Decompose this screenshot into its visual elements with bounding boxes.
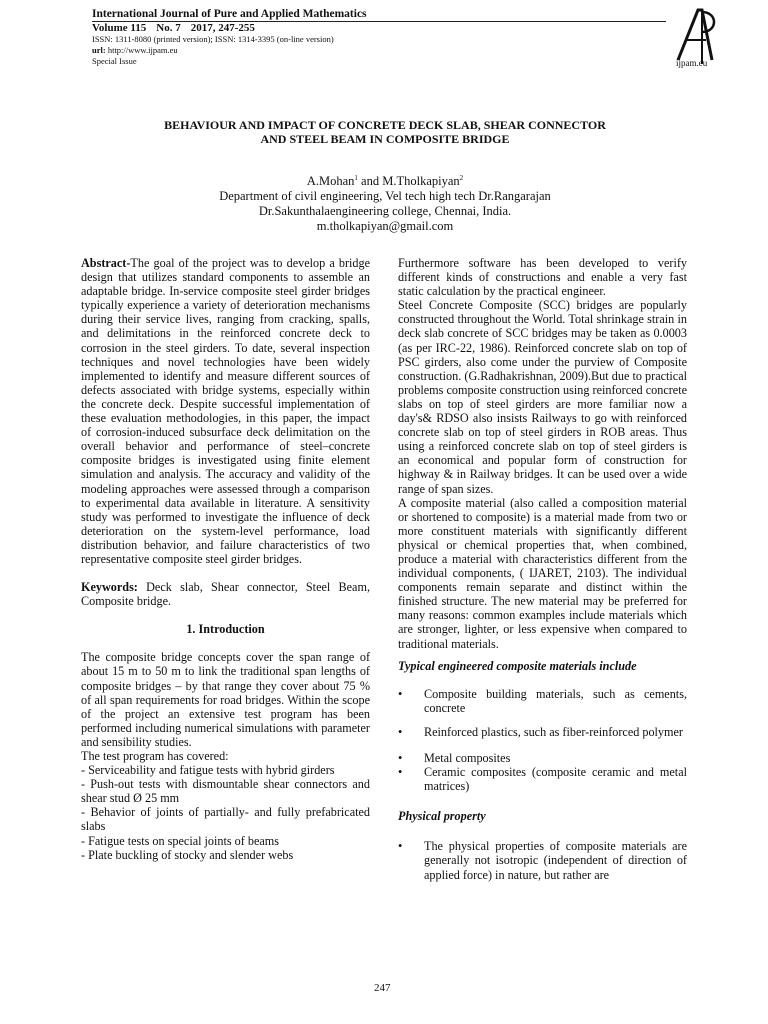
author-1-affil: 1 (354, 174, 358, 182)
paper-title (120, 118, 650, 146)
paragraph-software: Furthermore software has been developed to verify different kinds of constructions and enable a very fast static calculation by the practical engineer. (398, 256, 687, 299)
list-item (398, 725, 687, 739)
logo-caption: ijpam.eu (676, 58, 708, 68)
volume: Volume 115 (92, 22, 147, 34)
bullet-icon: • (398, 751, 403, 765)
list-item-text: Reinforced plastics, such as fiber-reinforced polymer (424, 724, 683, 739)
author-and: and (357, 174, 383, 189)
author-2-affil: 2 (459, 174, 464, 182)
right-column (398, 256, 687, 882)
list-item (398, 765, 687, 793)
list-item-text: Metal composites (424, 751, 511, 765)
author-2: M.Tholkapiyan (382, 174, 460, 189)
department: Department of civil engineering, Vel tech high tech Dr.Rangarajan (219, 189, 551, 204)
test-program-label: The test program has covered: (81, 749, 229, 763)
paragraph-composite: A composite material (also called a composition material or shortened to composite) is a material made from two or more constituent materials with significantly different physical or chemical properties that, when combined, produce a material with characteristics different from the individual components, ( IJARET, 2103). The individual components remain separate and distinct within the finished structure. The new material may be preferred for many reasons: common examples include materials which are stronger, lighter, or less expensive when compared to traditional materials. (398, 495, 687, 651)
list-item-text: Ceramic composites (composite ceramic and metal matrices) (424, 765, 687, 794)
list-item (398, 687, 687, 715)
bullet-icon: • (398, 839, 403, 854)
bullet-icon: • (398, 686, 403, 701)
author-1: A.Mohan (306, 174, 355, 189)
page-number: 247 (374, 982, 391, 994)
list-item (398, 751, 687, 765)
volume-line (92, 22, 672, 34)
test-item: - Behavior of joints of partially- and fully prefabricated slabs (81, 805, 370, 834)
journal-url[interactable]: http://www.ijpam.eu (107, 45, 178, 55)
list-item-text: Composite building materials, such as cements, concrete (424, 686, 687, 715)
intro-heading: 1. Introduction (186, 622, 265, 637)
url-line (92, 45, 672, 56)
test-item: - Fatigue tests on special joints of beams (81, 833, 280, 848)
keywords-text: Deck slab, Shear connector, Steel Beam, Composite bridge. (81, 580, 370, 609)
title-line-2: AND STEEL BEAM IN COMPOSITE BRIDGE (260, 132, 510, 146)
email[interactable]: m.tholkapiyan@gmail.com (316, 219, 454, 234)
physical-heading: Physical property (398, 809, 486, 824)
abstract (81, 256, 370, 566)
author-names (120, 171, 650, 189)
journal-header (92, 8, 672, 67)
test-item: - Plate buckling of stocky and slender webs (81, 847, 294, 862)
author-block (120, 171, 650, 234)
test-item: - Push-out tests with dismountable shear connectors and shear stud Ø 25 mm (81, 777, 370, 806)
college: Dr.Sakunthalaengineering college, Chennai, India. (258, 204, 512, 219)
title-line-1: BEHAVIOUR AND IMPACT OF CONCRETE DECK SLAB, SHEAR CONNECTOR (164, 118, 606, 132)
abstract-label: Abstract- (81, 256, 131, 270)
url-label: url: (92, 45, 106, 55)
list-item (398, 839, 687, 881)
special-issue: Special Issue (92, 56, 137, 66)
test-item: - Serviceability and fatigue tests with hybrid girders (81, 763, 335, 778)
keywords (81, 580, 370, 608)
keywords-label: Keywords: (81, 580, 138, 595)
paragraph-scc: Steel Concrete Composite (SCC) bridges are popularly constructed throughout the World. Total shrinkage strain in deck slab concrete of SCC bridges may be taken as 0.0003 (as per IRC-22, 1986). Reinforced concrete slab on top of PSC girders, also come under the purview of Composite construction. (G.Radhakrishnan, 2009).But due to practical problems composite construction using reinforced concrete slabs on top of steel girders are more familiar now a day's& RDSO also insists Railways to go with reinforced concrete slab on top of steel girders in ROB areas. Thus using a reinforced concrete slab on top of steel girders is an economical and popular form of construction for highway & in Railway bridges. It can be used over a wide range of span sizes. (398, 298, 687, 496)
journal-name: International Journal of Pure and Applied Mathematics (92, 8, 666, 22)
typical-heading: Typical engineered composite materials include (398, 658, 637, 673)
left-column (81, 256, 370, 862)
bullet-icon: • (398, 724, 403, 739)
intro-paragraph: The composite bridge concepts cover the span range of about 15 m to 50 m to link the traditional span lengths of composite bridges – by that range they cover about 75 % of all span requirements for road bridges. Within the scope of the project an extensive test program has been performed including numerical simulations with parameter and sensibility studies. (81, 650, 370, 749)
issue-number: No. 7 (156, 22, 181, 34)
bullet-icon: • (398, 765, 403, 780)
list-item-text: The physical properties of composite materials are generally not isotropic (independent of direction of applied force) in nature, but rather are (424, 839, 687, 882)
year-pages: 2017, 247-255 (190, 22, 255, 34)
issn: ISSN: 1311-8080 (printed version); ISSN: 1314-3395 (on-line version) (92, 34, 334, 44)
abstract-text: The goal of the project was to develop a bridge design that utilizes standard components to assemble an adaptable bridge. In-service composite steel girder bridges typically experience a variety of deterioration mechanisms during their service lives, ranging from cracking, spalls, and delimitations in the reinforced concrete deck to corrosion in the steel girders. To date, several inspection techniques and novel technologies have been widely implemented to identify and measure different sources of defects associated with bridge systems, especially within the concrete deck. Despite successful implementation of these evaluation methodologies, in this paper, the impact of corrosion-induced subsurface deck delimitation on the overall behavior and performance of steel–concrete composite bridges is investigated using finite element simulation and analysis. The accuracy and validity of the modeling approaches were assessed through a comparison to experimental data available in literature. A sensitivity study was performed to investigate the influence of deck deterioration on the system-level performance, load distribution behavior, and failure characteristics of two representative composite steel girder bridges. (81, 256, 370, 566)
